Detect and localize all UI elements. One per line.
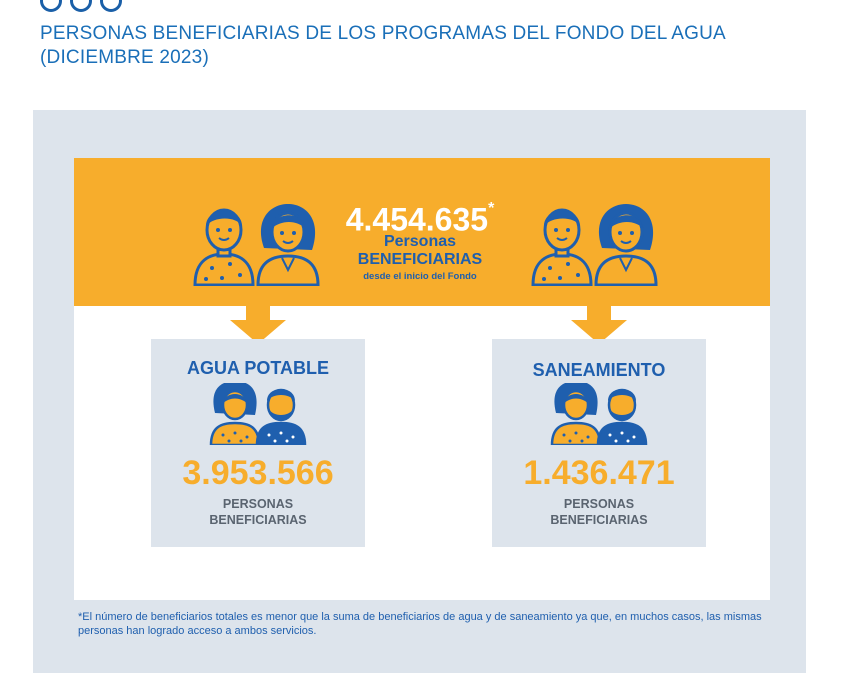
saneamiento-title: SANEAMIENTO <box>532 360 666 380</box>
total-label-personas: Personas <box>383 233 457 250</box>
person-head-icon <box>70 0 92 12</box>
agua-potable-box <box>151 339 365 547</box>
total-number-value: 4.454.635 <box>345 201 489 238</box>
couple-icon <box>550 383 648 445</box>
agua-potable-title: AGUA POTABLE <box>187 358 329 378</box>
saneamiento-box <box>492 339 706 547</box>
couple-right-icon <box>528 200 663 286</box>
couple-left-icon <box>190 200 325 286</box>
person-head-icon <box>100 0 122 12</box>
agua-potable-label-1: PERSONAS <box>222 497 294 511</box>
total-beneficiaries-number <box>330 197 510 238</box>
agua-potable-label-2: BENEFICIARIAS <box>209 513 307 527</box>
total-asterisk: * <box>488 200 495 217</box>
title-line-1: PERSONAS BENEFICIARIAS DE LOS PROGRAMAS DEL FONDO DEL AGUA <box>40 23 726 44</box>
saneamiento-label-2: BENEFICIARIAS <box>550 513 648 527</box>
saneamiento-number: 1.436.471 <box>523 454 675 492</box>
person-head-icon <box>40 0 62 12</box>
couple-icon <box>209 383 307 445</box>
total-label-subtitle: desde el inicio del Fondo <box>363 271 477 282</box>
page-title <box>40 22 800 70</box>
people-icon-row <box>40 0 122 10</box>
total-label-beneficiarias: BENEFICIARIAS <box>357 251 483 268</box>
title-line-2: (DICIEMBRE 2023) <box>40 47 209 68</box>
saneamiento-label-1: PERSONAS <box>563 497 635 511</box>
footnote: *El número de beneficiarios totales es menor que la suma de beneficiarios de agua y de saneamiento ya que, en muchos casos, las mismas personas han logrado acceso a ambos servicios. <box>78 611 762 637</box>
agua-potable-number: 3.953.566 <box>182 454 334 492</box>
